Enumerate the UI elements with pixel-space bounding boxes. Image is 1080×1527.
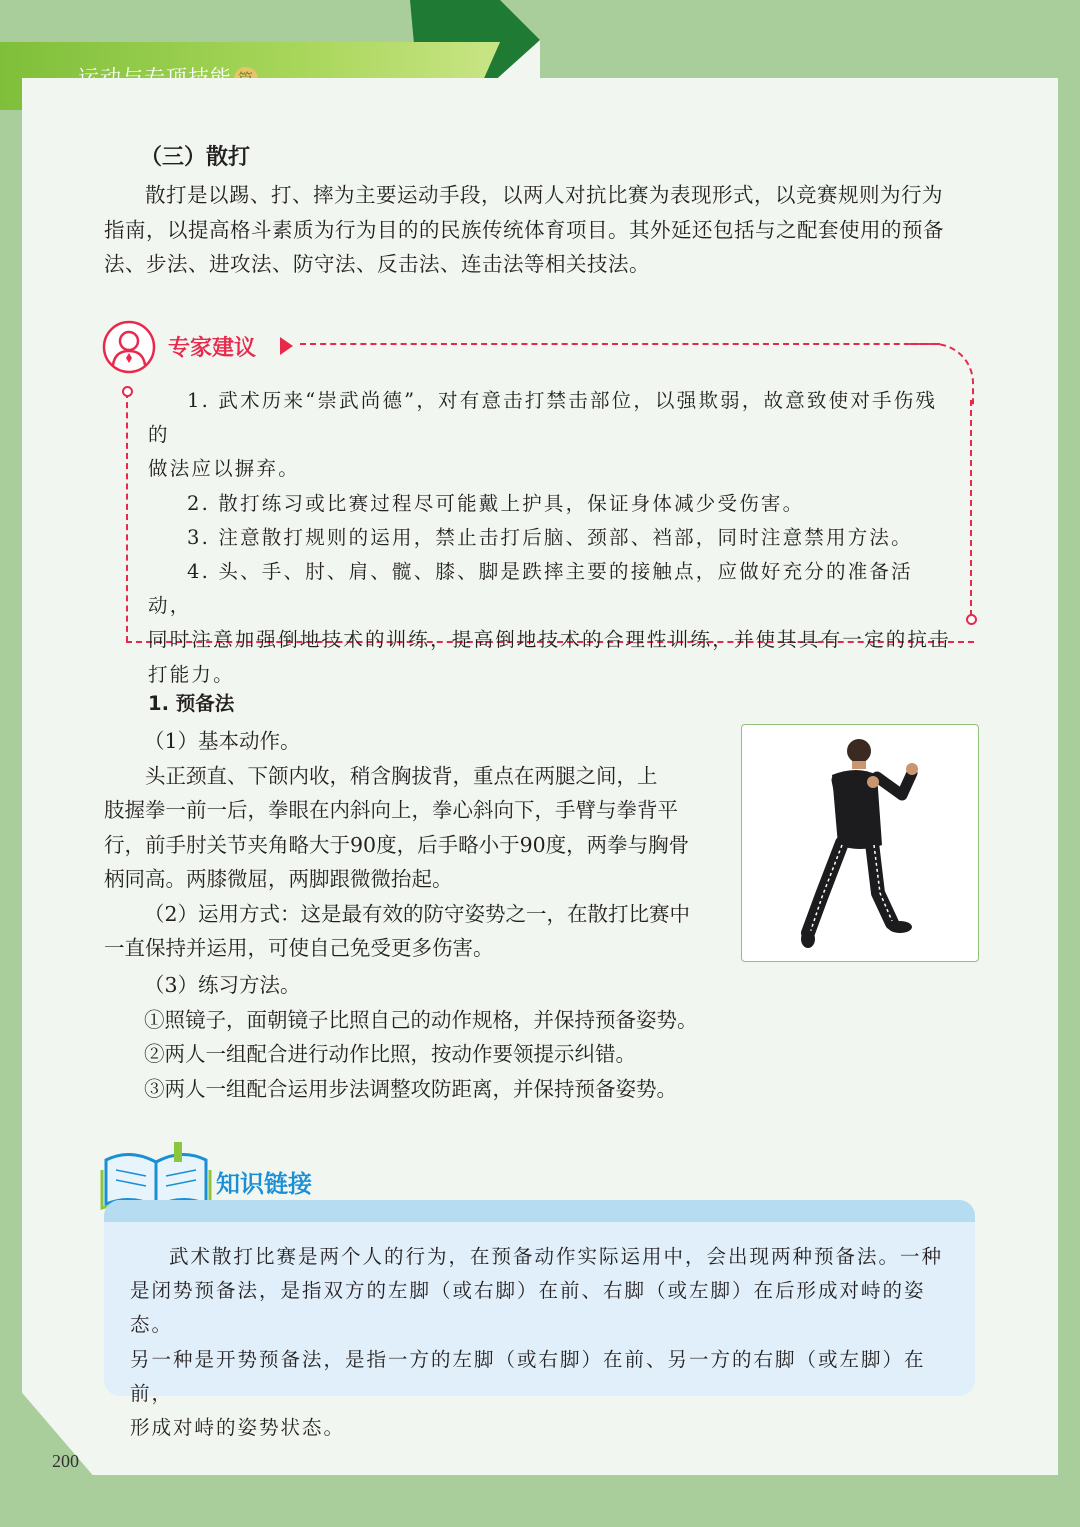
stance-photo: [741, 724, 979, 962]
intro-line: 指南，以提高格斗素质为行为目的的民族传统体育项目。其外延还包括与之配套使用的预备: [104, 217, 944, 242]
prep-line: （2）运用方式：这是最有效的防守姿势之一，在散打比赛中: [144, 901, 691, 926]
prep-line: ②两人一组配合进行动作比照，按动作要领提示纠错。: [144, 1042, 636, 1066]
section-title: （三）散打: [140, 144, 251, 170]
prep-line: ①照镜子，面朝镜子比照自己的动作规格，并保持预备姿势。: [144, 1007, 698, 1032]
kl-line: 武术散打比赛是两个人的行为，在预备动作实际运用中，会出现两种预备法。一种: [169, 1245, 944, 1268]
expert-border-right: [970, 400, 972, 616]
corner-decoration: [0, 1267, 120, 1527]
knowledge-link-label: 知识链接: [216, 1170, 312, 1198]
expert-item: 1. 武术历来“崇武尚德”，对有意击打禁击部位，以强欺弱，故意致使对手伤残的: [148, 389, 938, 447]
prep-line: ③两人一组配合运用步法调整攻防距离，并保持预备姿势。: [144, 1076, 677, 1101]
expert-border-left: [126, 392, 128, 642]
page-number: 200: [52, 1451, 79, 1471]
fighter-figure: [742, 725, 978, 961]
intro-line: 散打是以踢、打、摔为主要运动手段，以两人对抗比赛为表现形式，以竞赛规则为行为: [145, 183, 943, 207]
expert-item: 打能力。: [148, 662, 235, 686]
kl-line: 另一种是开势预备法，是指一方的左脚（或右脚）在前、另一方的右脚（或左脚）在前，: [130, 1347, 926, 1405]
knowledge-link-box-header: [104, 1200, 975, 1222]
expert-avatar-icon: [102, 320, 156, 374]
intro-paragraph: [104, 178, 982, 282]
expert-item: 同时注意加强倒地技术的训练，提高倒地技术的合理性训练，并使其具有一定的抗击: [148, 628, 951, 652]
expert-content: [148, 384, 954, 692]
kl-line: 是闭势预备法，是指双方的左脚（或右脚）在前、右脚（或左脚）在后形成对峙的姿态。: [130, 1279, 926, 1337]
expert-label: 专家建议: [168, 336, 257, 361]
expert-item: 做法应以摒弃。: [148, 457, 300, 481]
preparation-text: [104, 724, 724, 966]
expert-item: 3. 注意散打规则的运用，禁止击打后脑、颈部、裆部，同时注意禁用方法。: [187, 525, 913, 549]
page-frame-bottom: [0, 1475, 1080, 1527]
prep-line: 肢握拳一前一后，拳眼在内斜向上，拳心斜向下，手臂与拳背平: [104, 798, 678, 822]
page-frame-right: [1058, 0, 1080, 1527]
intro-line: 法、步法、进攻法、防守法、反击法、连击法等相关技法。: [104, 252, 650, 276]
border-dot: [966, 614, 977, 625]
prep-line: 一直保持并运用，可使自己免受更多伤害。: [104, 936, 494, 960]
subsection-title: 1. 预备法: [148, 692, 235, 715]
border-dot: [122, 386, 133, 397]
expert-item: 4. 头、手、肘、肩、髋、膝、脚是跌摔主要的接触点，应做好充分的准备活动，: [148, 560, 913, 618]
arrow-right-icon: [280, 337, 294, 355]
prep-line: 柄同高。两膝微屈，两脚跟微微抬起。: [104, 867, 453, 891]
kl-line: 形成对峙的姿势状态。: [130, 1416, 346, 1440]
practice-methods: [104, 968, 964, 1106]
prep-line: 行，前手肘关节夹角略大于90度，后手略小于90度，两拳与胸骨: [104, 832, 690, 857]
prep-line: （3）练习方法。: [144, 973, 301, 997]
expert-item: 2. 散打练习或比赛过程尽可能戴上护具，保证身体减少受伤害。: [187, 491, 805, 515]
prep-line: 头正颈直、下颌内收，稍含胸拔背，重点在两腿之间，上: [145, 763, 658, 788]
knowledge-link-content: [130, 1240, 952, 1445]
expert-border-top: [300, 343, 940, 345]
prep-line: （1）基本动作。: [144, 729, 301, 753]
